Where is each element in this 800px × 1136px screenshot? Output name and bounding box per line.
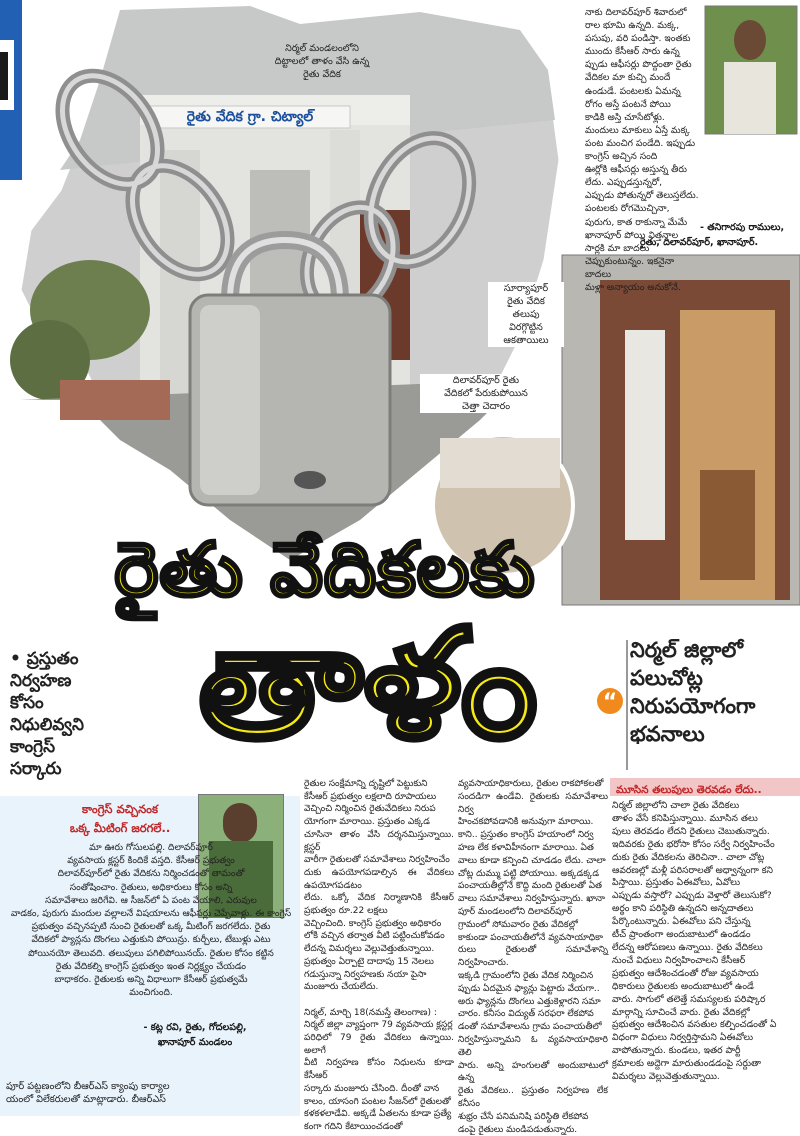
left-box-place: ఖానాపూర్ మండలం — [157, 1037, 233, 1048]
headline-line2: తాళం — [198, 598, 538, 772]
left-box-body: మా ఊరు గోసులపల్లి. దిలావర్‌పూర్ వ్యవసాయ క్లస్టర్ కిందికే వస్తది. కేసీఆర్ ప్రభుత్వం దిలావర్‌పూర్‌లో రైతు వేదికను నిర్మించడంతో తామంతో సంతోషించాం. రైతులు, అధికారులు కోసం అన్ని సమావేశాలు జరిగేవి. ఆ సీజన్‌లో ఏ పంట వేయాలి, ఎరువుల వాడకం, పురుగు మందుల వల్లాలనే విషయాలను ఆఫీసర్లు చెప్పేవాళ్లు. ఈ కాంగ్రెస్ ప్రభుత్వం వచ్చినప్పటి నుంచి రైతులతో ఒక్క మీటింగ్ జరగలేదు. రైతు వేదికలో ప్యాన్లను దొంగలు ఎత్తుకుని పోయిన్రు. కుర్చీలు, టేబుళ్లు ఎటు పోయినయో తెలువది. తలుపులు పగిలిపోయినయ్. రైతుల కోసం కట్టిన రైతు వేదికల్ని కాంగ్రెస్ ప్రభుత్వం ఇంత నిర్లక్ష్యం చేయడం బాధాకరం. రైతులకు అన్ని విధాలుగా కేసీఆర్ ప్రభుత్వమే మంచిగుంది. — [10, 843, 292, 999]
vedika-sign: రైతు వేదిక గ్రా. చిట్యాల్ — [186, 109, 314, 125]
left-box-title: కాంగ్రెస్ వచ్చినంక ఒక్క మీటింగ్ జరగలే.. — [69, 802, 171, 835]
section-heading: మూసిన తలుపులు తెరవడం లేదు.. — [616, 784, 762, 796]
suryapur-caption: సూర్యాపూర్ రైతు వేదిక తలుపు విరగ్గొట్టిన ఆకతాయిలు — [488, 282, 564, 347]
subhead-divider — [626, 640, 628, 770]
headline-line1: రైతు వేదికలకు — [114, 527, 536, 613]
body-column-4: నిర్మల్ జిల్లాలోని చాలా రైతు వేదికలు తాళం వేసే కనిపిస్తున్నాయి. మూసిన తలు పులు తెరవడం లేదని రైతులు చెబుతున్నారు. ఇదివరకు రైతు భరోసా కోసం సర్వే నిర్వహించేం దుకు రైతు వేదికలను తెరిచినా.. చాలా చోట్ల ఆవరణల్లో మళ్లీ పరిసరాలతో అధ్వాన్నంగా కని పిస్తాయి. ప్రస్తుతం ఏఈవోలు, ఏవోలు ఎప్పుడు వస్తారో? ఎప్పుడు వెళ్తారో తెలుసుకో? అర్థం కాని పరిస్థితి ఉన్నదని అన్నదాతలు పేర్కొంటున్నారు. ఏఈవోలు పని చేస్తున్న టీచ్ ప్రాంతంగా అందుబాటులో ఉండడం లేదన్న ఆరోపణలు ఉన్నాయి. రైతు వేదికలు నుంచే విధులు నిర్వహించాలని కేసీఆర్ ప్రభుత్వం ఆదేశించడంతో రోజు వ్యవసాయ ధికారులు రైతులకు అందుబాటులో ఉండే వారు. సాగులో తలెత్తే సమస్యలకు పరిష్కార మార్గాన్ని సూచించే వారు. రైతు వేదికల్లో ప్రభుత్వం ఆదేశించిన వసతుల కల్పించడంతో ఏ విధంగా విధులు నిర్వర్తిస్తామని ఏఈవోలు వాపోతున్నారు. కుండలు, ఇతర పార్టీ క్రమాలకు అద్దెగా మారుతుండడంపై సర్దుతా విమర్శలు వెల్లువెత్తుతున్నాయి. — [612, 800, 777, 1083]
subhead-left: • ప్రస్తుతం నిర్వహణ కోసం నిధులివ్వని కాంగ్రెస్ సర్కారు — [10, 649, 84, 779]
dilawarpur-caption: దిలావర్‌పూర్ రైతు వేదికలో పేరుకుపోయిన చెత్తా చెదారం — [420, 374, 552, 413]
farmer-quote-place: రైతు, దిలావర్‌పూర్, ఖానాపూర్. — [640, 237, 759, 248]
body-column-2: రైతుల సంక్షేమాన్ని దృష్టిలో పెట్టుకుని కేసీఆర్ ప్రభుత్వం లక్షలాది రూపాయలు వెచ్చించి నిర్మించిన రైతువేదికలు నిరుప యోగంగా మారాయి. ప్రస్తుతం ఎక్కడ చూసినా తాళం వేసి దర్శనమిస్తున్నాయి. క్లస్టర్ వారీగా రైతులతో సమావేశాలు నిర్వహించేం దుకు ఉపయోగపడాల్సిన ఈ వేదికలు ఉపయోగపడటం లేదు. ఒక్కో వేదిక నిర్మాణానికి కేసీఆర్ ప్రభుత్వం రూ.22 లక్షలు వెచ్చించింది. కాంగ్రెస్ ప్రభుత్వం అధికారం లోకి వచ్చిన తర్వాత వీటి పట్టించుకోవడం లేదన్న విమర్శలు వెల్లువెత్తుతున్నాయి. ప్రభుత్వం ఏర్పాటై దాదాపు 15 నెలలు గడుస్తున్నా నిర్వహణకు నయా పైసా మంజూరు చేయలేదు. నిర్మల్, మార్చి 18(నమస్తే తెలంగాణ) : నిర్మల్ జిల్లా వ్యాప్తంగా 79 వ్యవసాయ క్లస్టర్ల పరిధిలో 79 రైతు వేదికలు ఉన్నాయి. అలాగే వీటి నిర్వహణ కోసం నిధులను కూడా కేసీఆర్ సర్కారు మంజూరు చేసింది. దీంతో వాన కాలం, యాసంగి పంటల సీజన్‌లో రైతులతో కళకళలాడేవి. అక్కడే ఏతలను కూడా ప్రత్యే కంగా గదిని కేటాయించడంతో — [304, 779, 454, 1132]
top-photo-caption: నిర్మల్ మండలంలోని దిట్టాలలో తాళం వేసి ఉన్న రైతు వేదిక — [274, 43, 370, 80]
farmer-quote-author: - తనిగారపు రాములు, — [700, 222, 785, 233]
body-column-3: వ్యవసాయాధికారులు, రైతుల రాకపోకలతో సందడిగా ఉండేవి. రైతులకు సమావేశాలు నిర్వ హించకపోవడానికి అనువుగా మారాయి. కాని.. ప్రస్తుతం కాంగ్రెస్ హయాంలో నిర్వ హణ లేక కళావిహీనంగా మారాయి. ఏత వాలు కూడా కన్పించి చూడడం లేదు. చాలా చోట్ల దుమ్ము పట్టి పోయాయి. అక్కడక్కడ పంచాయతీల్లోనే కొద్ది మంది రైతులతో ఏత వాలు సమావేశాలు నిర్వహిస్తున్నారు. ఖానా పూర్ మండలంలోని దిలావర్‌పూర్ గ్రామంలో సోమవారం రైతు వేదికల్లో కాకుండా పంచాయతీలోనే వ్యవసాయాధికా రులు రైతులతో సమావేశాన్ని నిర్వహించారు. ఇక్కడి గ్రామంలోని రైతు వేదిక నిర్మించిన ప్పుడు ఏదమైన ఫ్యాన్లు పెట్టారు వేయగా.. అరు ఫ్యాన్లను దొంగలు ఎత్తుకెళ్లారని సమా చారం. కనీసం విద్యుత్ సరఫరా లేకపోవ డంతో సమావేశాలను గ్రామ పంచాయతీలో నిర్వహిస్తున్నామని ఓ వ్యవసాయాధికారి తెలి పారు. అన్ని హంగులతో అందుబాటులో ఉన్న రైతు వేదికలు.. ప్రస్తుతం నిర్వహణ లేక కనీసం శుభ్రం చేసే పనిమనిషి పరిస్థితి లేకపోవ డంపై రైతులు మండిపడుతున్నారు. — [458, 779, 608, 1135]
farmer-quote-text: నాకు దిలావర్‌పూర్ శివారులో రాల భూమి ఉన్నది. మక్క, పసుపు, వరి పండిస్తా. ఇంతకు ముందు కేసీఆర్ సారు ఉన్న ప్పుడు ఆఫీసర్లు పొద్దంతా రైతు వేదికల మా కుచ్చి మందే ఉండుడే. పంటలకు ఏమన్న రోగం అస్తే పంటనే పోయి కాడికి అస్తి చూసేటోళ్లు. మందులు మాకులు ఏస్తే మక్క పంట మంచిగ పండేది. ఇప్పుడు కాంగ్రెస్ అచ్చిన సంది ఊర్లోకి ఆఫీసర్లు అస్తున్న తీరు లేదు. ఎప్పుడస్తున్నరో, ఎప్పుడు పోతున్నరో తెలుస్తలేదు. పంటలకు రోగమొచ్చినా, పురుగు, కాత రాకున్నా మేమే ఖానాపూర్ పోయి విత్తనాల సార్లకి మా బాదలు చెప్పుకుంటున్నం. ఇకనైనా బాదలు మళ్లా అన్యాయం అనుకోనే. — [585, 7, 699, 293]
subhead-right: నిర్మల్ జిల్లాలో పలుచోట్ల నిరుపయోగంగా భవనాలు — [630, 638, 756, 746]
left-box-author: - కట్ల రవి, రైతు, గోదలపల్లి, — [143, 1022, 247, 1033]
section-heading-band — [610, 778, 800, 796]
left-column-bottom: పూర్ పట్టణంలోని బీఆర్ఎస్ క్యాంపు కార్యాల యంలో విలేకరులతో మాట్లాడారు. బీఆర్ఎస్ — [6, 1081, 170, 1106]
quote-mark-icon: “ — [597, 688, 623, 714]
